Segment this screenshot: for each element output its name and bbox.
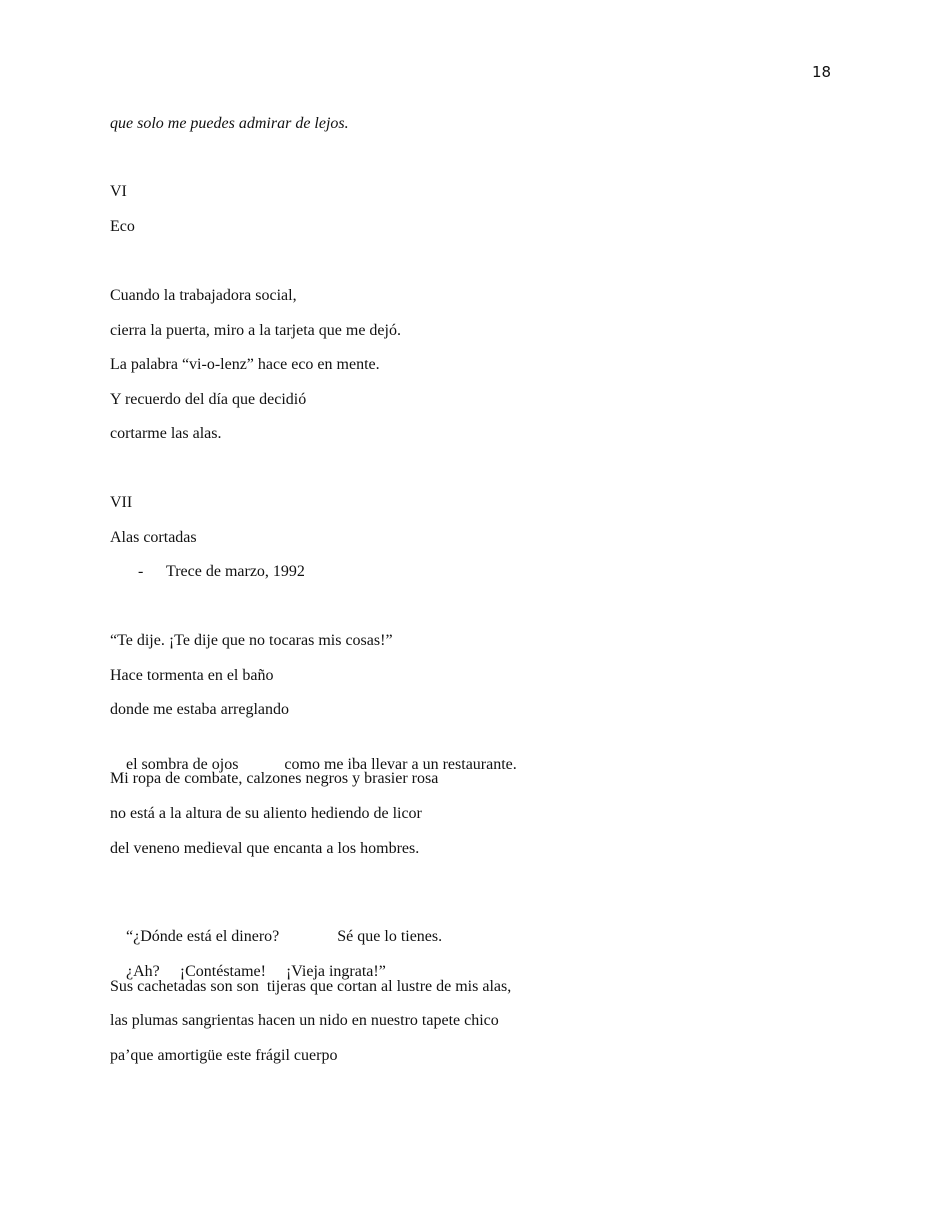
dash-bullet-icon: - <box>138 563 144 580</box>
poem-line-segment: ¡Contéstame! <box>179 963 266 980</box>
opening-line: que solo me puedes admirar de lejos. <box>110 115 349 132</box>
poem-line-segment: ¿Ah? <box>126 963 160 980</box>
poem-line: Sus cachetadas son son tijeras que cortan al lustre de mis alas, <box>110 978 512 995</box>
poem-line: donde me estaba arreglando <box>110 701 290 718</box>
section-vi-title: Eco <box>110 218 135 235</box>
section-vii-title: Alas cortadas <box>110 529 197 546</box>
section-vii-numeral: VII <box>110 494 133 511</box>
poem-line: cortarme las alas. <box>110 425 222 442</box>
dedication-text: Trece de marzo, 1992 <box>166 563 305 580</box>
poem-line: Y recuerdo del día que decidió <box>110 391 307 408</box>
poem-line-segment: como me iba llevar a un restaurante. <box>284 756 517 773</box>
poem-line: “Te dije. ¡Te dije que no tocaras mis cosas!” <box>110 632 393 649</box>
poem-line: La palabra “vi-o-lenz” hace eco en mente. <box>110 356 380 373</box>
poem-line: las plumas sangrientas hacen un nido en nuestro tapete chico <box>110 1012 499 1029</box>
poem-line: Hace tormenta en el baño <box>110 667 274 684</box>
poem-line: pa’que amortigüe este frágil cuerpo <box>110 1047 338 1064</box>
poem-line: Cuando la trabajadora social, <box>110 287 297 304</box>
poem-line: cierra la puerta, miro a la tarjeta que me dejó. <box>110 322 401 339</box>
poem-line: no está a la altura de su aliento hediendo de licor <box>110 805 422 822</box>
poem-line: del veneno medieval que encanta a los hombres. <box>110 840 420 857</box>
poem-line: Mi ropa de combate, calzones negros y brasier rosa <box>110 770 439 787</box>
poem-line-segment: Sé que lo tienes. <box>337 928 443 945</box>
dedication-list-item <box>110 562 305 642</box>
poem-line-segment: el sombra de ojos <box>126 756 239 773</box>
poem-line-segment: ¡Vieja ingrata!” <box>285 963 386 980</box>
section-vi-numeral: VI <box>110 183 127 200</box>
page-number: 18 <box>812 63 832 81</box>
poem-line-segment: “¿Dónde está el dinero? <box>126 928 280 945</box>
